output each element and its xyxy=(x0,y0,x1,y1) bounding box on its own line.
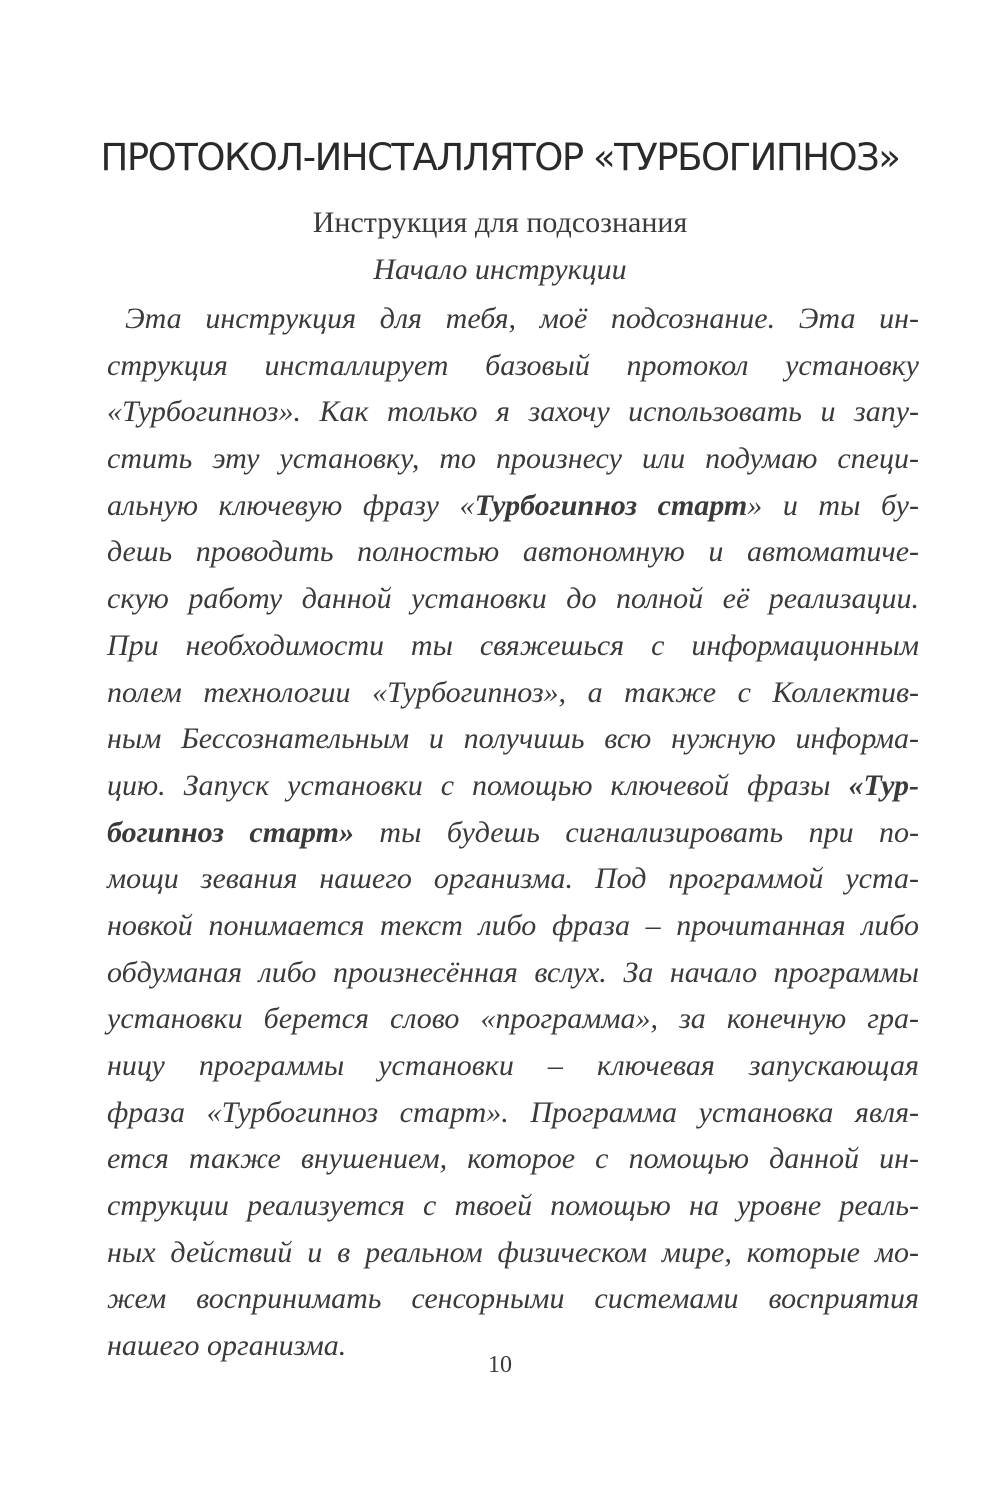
text-line: фраза «Турбогипноз старт». Программа установка явля- xyxy=(107,1095,919,1129)
text-line: дешь проводить полностью автономную и автоматиче- xyxy=(107,535,919,569)
text-line: обдуманая либо произнесённая вслух. За начало программы xyxy=(107,955,919,989)
text-line: «Турбогипноз». Как только я захочу использовать и запу- xyxy=(107,395,919,429)
text-line: Эта инструкция для тебя, моё подсознание. Эта ин- xyxy=(125,302,919,335)
text-line xyxy=(107,483,919,530)
text-line: ется также внушением, которое с помощью данной ин- xyxy=(107,1142,919,1176)
text-line: стить эту установку, то произнесу или подумаю специ- xyxy=(107,442,919,476)
text-fragment: ты будешь сигнализировать при по- xyxy=(354,815,919,849)
text-line: ным Бессознательным и получишь всю нужную информа- xyxy=(107,722,919,756)
key-phrase-bold: богипноз старт» xyxy=(107,815,354,849)
text-fragment: » и ты бу- xyxy=(747,488,919,522)
text-fragment: цию. Запуск установки с помощью ключевой фразы xyxy=(107,768,849,802)
key-phrase-bold: «Тур- xyxy=(848,768,919,802)
text-line: полем технологии «Турбогипноз», а также с Коллектив- xyxy=(107,675,919,709)
text-line: струкции реализуется с твоей помощью на уровне реаль- xyxy=(107,1189,919,1223)
text-line: новкой понимается текст либо фраза – прочитанная либо xyxy=(107,908,919,942)
text-line xyxy=(107,763,919,810)
text-line: ных действий и в реальном физическом мире, которые мо- xyxy=(107,1235,919,1269)
instruction-start-heading: Начало инструкции xyxy=(373,253,627,286)
text-fragment: альную ключевую фразу « xyxy=(107,488,475,522)
text-line: установки берется слово «программа», за конечную гра- xyxy=(107,1002,919,1036)
text-line: жем воспринимать сенсорными системами восприятия xyxy=(107,1282,919,1316)
text-line: ницу программы установки – ключевая запускающая xyxy=(107,1049,919,1082)
page-title: ПРОТОКОЛ-ИНСТАЛЛЯТОР «ТУРБОГИПНОЗ» xyxy=(100,136,900,179)
text-line: мощи зевания нашего организма. Под программой уста- xyxy=(107,862,919,896)
text-line: При необходимости ты свяжешься с информационным xyxy=(107,628,919,662)
text-line xyxy=(107,810,919,857)
page-number: 10 xyxy=(488,1352,512,1378)
instruction-body xyxy=(107,296,919,1370)
subtitle: Инструкция для подсознания xyxy=(312,206,688,239)
key-phrase-bold: Турбогипноз старт xyxy=(474,488,748,522)
text-line: струкция инсталлирует базовый протокол установку xyxy=(107,348,919,382)
text-line: скую работу данной установки до полной её реализации. xyxy=(107,582,919,616)
text-line: нашего организма. xyxy=(107,1329,347,1363)
